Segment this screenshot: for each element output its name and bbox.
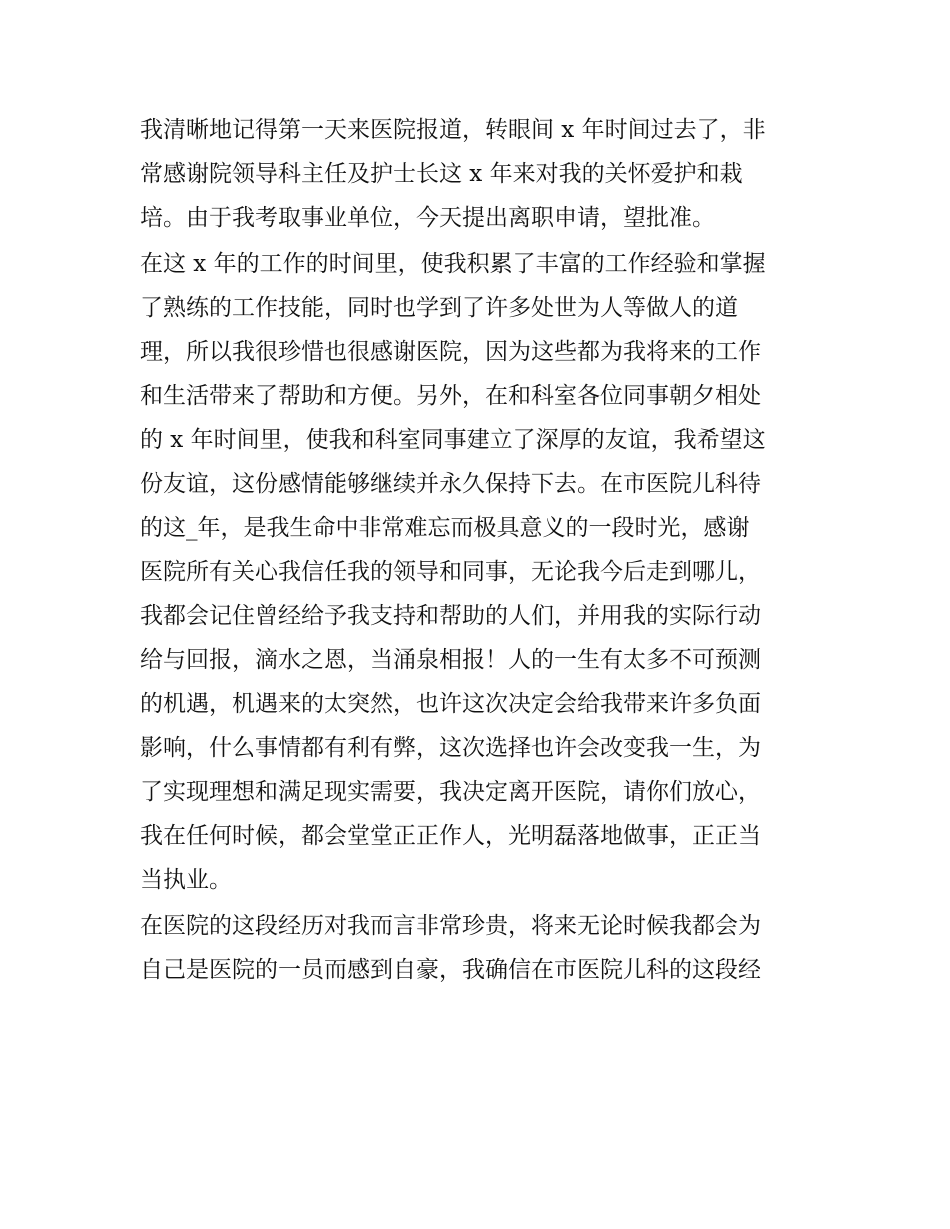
text-line: 医院所有关心我信任我的领导和同事，无论我今后走到哪儿，: [140, 559, 761, 585]
paragraph-1: [140, 108, 820, 240]
paragraph-2: [140, 242, 820, 902]
text-line: 的机遇，机遇来的太突然，也许这次决定会给我带来许多负面: [140, 691, 761, 717]
text-line: 份友谊，这份感情能够继续并永久保持下去。在市医院儿科待: [140, 471, 761, 497]
text-line: 影响，什么事情都有利有弊，这次选择也许会改变我一生，为: [140, 735, 761, 761]
text-line: 我在任何时候，都会堂堂正正作人，光明磊落地做事，正正当: [140, 823, 761, 849]
text-line: 当执业。: [140, 867, 232, 893]
text-line: 了熟练的工作技能，同时也学到了许多处世为人等做人的道: [140, 295, 738, 321]
text-line: 了实现理想和满足现实需要，我决定离开医院，请你们放心，: [140, 779, 761, 805]
text-line: 我都会记住曾经给予我支持和帮助的人们，并用我的实际行动: [140, 603, 761, 629]
document-body: [140, 108, 820, 992]
text-line: 理，所以我很珍惜也很感谢医院，因为这些都为我将来的工作: [140, 339, 761, 365]
text-line: 的 x 年时间里，使我和科室同事建立了深厚的友谊，我希望这: [140, 427, 766, 453]
text-line: 给与回报，滴水之恩，当涌泉相报！人的一生有太多不可预测: [140, 647, 761, 673]
text-line: 和生活带来了帮助和方便。另外，在和科室各位同事朝夕相处: [140, 383, 761, 409]
text-line: 在这 x 年的工作的时间里，使我积累了丰富的工作经验和掌握: [140, 251, 766, 277]
paragraph-3: [140, 904, 820, 992]
text-line: 的这_年，是我生命中非常难忘而极具意义的一段时光，感谢: [140, 515, 750, 541]
text-line: 常感谢院领导科主任及护士长这 x 年来对我的关怀爱护和栽: [140, 161, 743, 187]
text-line: 在医院的这段经历对我而言非常珍贵，将来无论时候我都会为: [140, 913, 761, 939]
text-line: 培。由于我考取事业单位，今天提出离职申请，望批准。: [140, 205, 715, 231]
text-line: 我清晰地记得第一天来医院报道，转眼间 x 年时间过去了，非: [140, 117, 766, 143]
text-line: 自己是医院的一员而感到自豪，我确信在市医院儿科的这段经: [140, 957, 761, 983]
